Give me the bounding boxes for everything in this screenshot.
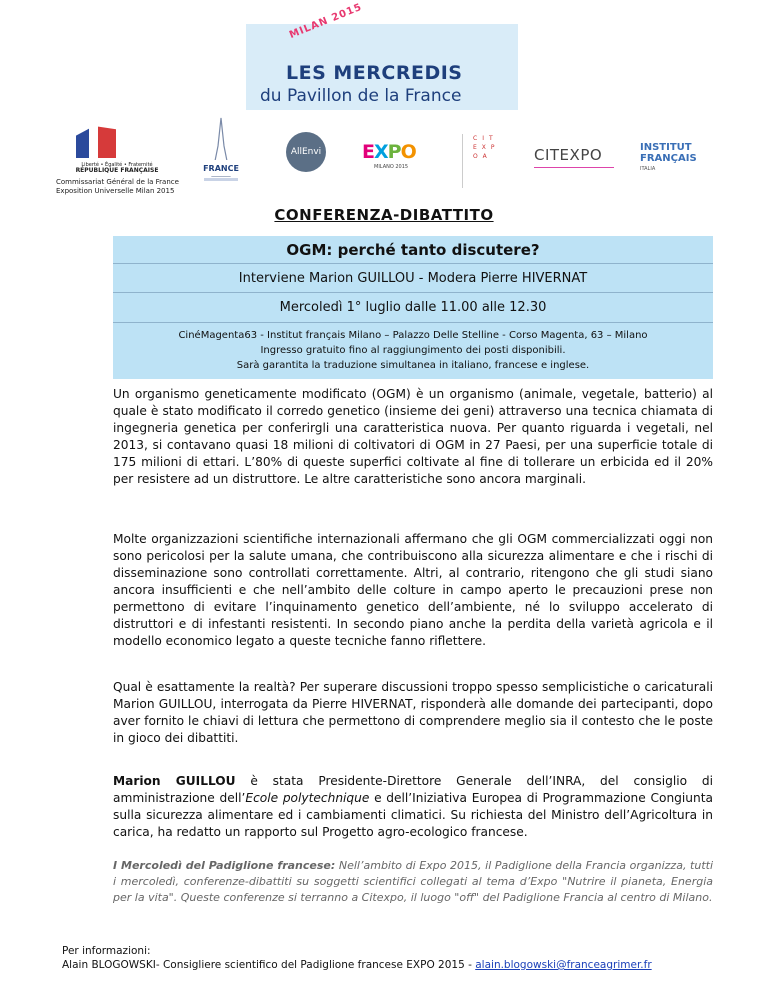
commissariat-label: Commissariat Général de la France Exposition Universelle Milan 2015 bbox=[56, 178, 179, 195]
sponsor-logos bbox=[0, 112, 768, 202]
institut-francais-logo: INSTITUT FRANÇAIS ITALIA bbox=[640, 142, 697, 172]
contact-email-link[interactable]: alain.blogowski@franceagrimer.fr bbox=[475, 959, 652, 971]
france-pavilion-tower-logo bbox=[196, 116, 246, 188]
footnote-lead: I Mercoledì del Padiglione francese: bbox=[113, 859, 336, 872]
speaker-name: Marion GUILLOU bbox=[113, 774, 236, 788]
series-footnote: I Mercoledì del Padiglione francese: Nell’ambito di Expo 2015, il Padiglione della Francia organizza, tutti i mercoledì, conferenze-dibattiti su soggetti scientifici collegati al tema d’Expo "Nutrire il pianeta, Energia per la vita". Queste conferenze si terranno a Citexpo, il luogo "off" del Padiglione Francia al centro di Milano. bbox=[113, 859, 714, 904]
event-date: Mercoledì 1° luglio dalle 11.00 alle 12.30 bbox=[113, 293, 713, 323]
article-body bbox=[113, 386, 713, 855]
conference-title: CONFERENZA-DIBATTITO bbox=[274, 206, 494, 224]
expo-milano-logo: EXPO bbox=[362, 141, 416, 163]
event-translation: Sarà garantita la traduzione simultanea in italiano, francese e inglese. bbox=[236, 360, 590, 371]
banner-arc-text: MILAN 2015 bbox=[287, 1, 364, 41]
citexpo-vertical-logo: CIT EXP OA bbox=[462, 134, 496, 188]
contact-label: Per informazioni: bbox=[62, 945, 151, 957]
paragraph-speaker-bio: Marion GUILLOU è stata Presidente-Direttore Generale dell’INRA, del consiglio di amministrazione dell’Ecole polytechnique e dell’Iniziativa Europea di Programmazione Congiunta sulla sicurezza alimentare ed i cambiamenti climatici. Su richiesta del Ministro dell’Agricoltura in carica, ha redatto un rapporto sul Progetto agro-ecologico francese. bbox=[113, 774, 713, 839]
citexpo-underline bbox=[534, 167, 614, 168]
citexpo-logo: CITEXPO bbox=[534, 146, 603, 164]
event-venue: CinéMagenta63 - Institut français Milano – Palazzo Delle Stelline - Corso Magenta, 63 – Milano bbox=[178, 330, 648, 341]
event-banner bbox=[246, 1, 518, 110]
paragraph-question: Qual è esattamente la realtà? Per superare discussioni troppo spesso semplicistiche o caricaturali Marion GUILLOU, interrogata da Pierre HIVERNAT, risponderà alle domande dei partecipanti, dopo aver fornito le chiavi di lettura che permettono di comprendere meglio sia il contesto che le poste in gioco dei dibattiti. bbox=[113, 680, 713, 745]
event-speakers: Interviene Marion GUILLOU - Modera Pierre HIVERNAT bbox=[113, 264, 713, 293]
allenvi-logo: AllEnvi bbox=[286, 132, 326, 172]
republique-francaise-logo bbox=[56, 122, 166, 162]
banner-title: LES MERCREDIS bbox=[286, 62, 463, 84]
event-info-box bbox=[113, 236, 713, 379]
event-entry: Ingresso gratuito fino al raggiungimento dei posti disponibili. bbox=[260, 345, 566, 356]
event-venue-details bbox=[113, 323, 713, 379]
school-name: Ecole polytechnique bbox=[245, 791, 370, 805]
contact-info bbox=[62, 944, 742, 972]
contact-line: Alain BLOGOWSKI- Consigliere scientifico del Padiglione francese EXPO 2015 - alain.blogowski@franceagrimer.fr bbox=[62, 959, 652, 971]
republique-francaise-text: Liberté • Égalité • Fraternité RÉPUBLIQUE FRANÇAISE bbox=[75, 162, 159, 174]
marianne-icon bbox=[76, 126, 116, 158]
paragraph-debate: Molte organizzazioni scientifiche internazionali affermano che gli OGM commercializzati oggi non sono pericolosi per la salute umana, che contribuiscono alla sicurezza alimentare e che i rischi di disseminazione sono controllati correttamente. Altri, al contrario, ritengono che gli studi siano ancora insufficienti e che nell’ambito delle colture in campo aperto le precauzioni prese non permettono di evitare l’inquinamento genetico dell’ambiente, né lo sviluppo accelerato di distruttori e di infestanti resistenti. In secondo piano anche la perdita della varietà agricola e il modello economico legato a queste tecniche fanno riflettere. bbox=[113, 532, 713, 648]
expo-milano-subtitle: MILANO 2015 bbox=[374, 164, 409, 170]
svg-text:FRANCE: FRANCE bbox=[203, 164, 239, 173]
tower-icon bbox=[196, 116, 246, 188]
banner-subtitle: du Pavillon de la France bbox=[260, 86, 462, 106]
paragraph-ogm-definition: Un organismo geneticamente modificato (OGM) è un organismo (animale, vegetale, batterio) al quale è stato modificato il corredo genetico (insieme dei geni) attraverso una tecnica chiamata di ingegneria genetica per conferirgli una caratteristica nuova. Per quanto riguarda i vegetali, nel 2013, si contavano quasi 18 milioni di coltivatori di OGM in 27 Paesi, per una superficie totale di 175 milioni di ettari. L’80% di queste superfici coltivate al fine di tollerare un erbicida ed il 20% per resistere ad un distruttore. Le altre caratteristiche sono ancora marginali. bbox=[113, 387, 713, 486]
event-topic: OGM: perché tanto discutere? bbox=[113, 236, 713, 264]
